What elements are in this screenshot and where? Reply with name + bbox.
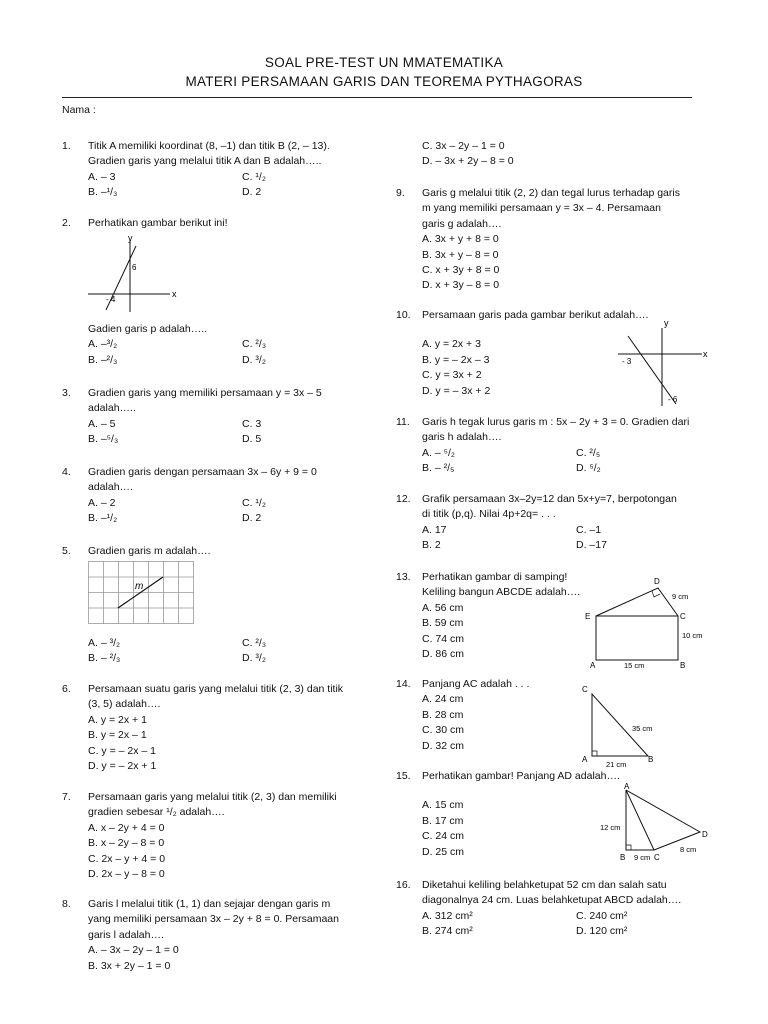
option-d: D. 5: [242, 433, 262, 446]
option-b: B. – ²/₅: [422, 462, 455, 475]
question-text: garis l adalah….: [88, 928, 164, 941]
option-a: A. 17: [422, 523, 447, 536]
triangle-abc: [626, 790, 654, 850]
question-text: Grafik persamaan 3x–2y=12 dan 5x+y=7, berpotongan: [422, 493, 677, 505]
length-bc: 35 cm: [632, 724, 653, 733]
option-b: B. 3x + y – 8 = 0: [422, 248, 499, 261]
option-d: D. –17: [576, 539, 607, 552]
question-text: Gadien garis p adalah…..: [88, 323, 208, 335]
option-a: A. 24 cm: [422, 693, 464, 706]
option-a: A. – ⁵/₂: [422, 446, 455, 459]
option-a: A. 3x + y + 8 = 0: [422, 233, 499, 246]
length-ab: 21 cm: [606, 760, 627, 768]
option-a: A. y = 2x + 3: [422, 338, 481, 351]
doc-title: SOAL PRE-TEST UN MMATEMATIKA: [264, 55, 504, 70]
option-d: D. 2: [242, 512, 262, 525]
doc-subtitle: MATERI PERSAMAAN GARIS DAN TEOREMA PYTHAGORAS: [185, 74, 583, 89]
question-number: 2.: [62, 217, 71, 229]
question-text: diagonalnya 24 cm. Luas belahketupat ABCD adalah….: [422, 894, 682, 907]
option-b: B. –²/₃: [88, 353, 118, 366]
option-c: C. ²/₅: [576, 446, 601, 459]
question-text: yang memiliki persamaan 3x – 2y + 8 = 0. Persamaan: [88, 913, 339, 926]
option-d: D. 86 cm: [422, 648, 465, 661]
option-d: D. y = – 3x + 2: [422, 384, 491, 397]
option-c: C. ¹/₂: [242, 496, 266, 509]
length-bc: 9 cm: [634, 853, 651, 862]
option-c: C. 24 cm: [422, 830, 465, 843]
option-c: C. ²/₃: [242, 637, 267, 649]
question-number: 9.: [396, 187, 405, 199]
vertex-d: D: [702, 830, 708, 839]
vertex-a: A: [590, 661, 596, 670]
option-b: B. x – 2y – 8 = 0: [88, 837, 165, 850]
right-angle-mark: [592, 751, 597, 756]
x-intercept-label: - 4: [106, 295, 116, 304]
length-ab: 12 cm: [600, 823, 621, 832]
question-text: Garis g melalui titik (2, 2) dan tegal lurus terhadap garis: [422, 187, 680, 199]
header-divider: [62, 97, 692, 98]
length-cd: 9 cm: [672, 592, 689, 601]
option-b: B. 3x + 2y – 1 = 0: [88, 959, 171, 972]
vertex-c: C: [680, 612, 686, 621]
option-c: C. ¹/₂: [242, 170, 266, 183]
question-text: gradien sebesar ¹/₂ adalah….: [88, 806, 225, 819]
question-number: 16.: [396, 879, 411, 891]
q2-figure: [84, 232, 194, 314]
option-a: A. – 3: [88, 170, 116, 183]
question-text: Gradien garis yang memiliki persamaan y = 3x – 5: [88, 387, 322, 399]
option-a: A. – 2: [88, 496, 116, 509]
option-b: B. –⁵/₃: [88, 433, 119, 446]
question-text: Gradien garis dengan persamaan 3x – 6y + 9 = 0: [88, 466, 317, 478]
y-axis-label: y: [664, 318, 669, 328]
option-a: A. – 3x – 2y – 1 = 0: [88, 944, 179, 957]
option-a: A. 312 cm²: [422, 909, 473, 922]
option-b: B. 17 cm: [422, 814, 464, 827]
vertex-a: A: [624, 782, 630, 791]
option-d: D. ³/₂: [242, 353, 266, 366]
question-number: 3.: [62, 387, 71, 399]
option-c: C. x + 3y + 8 = 0: [422, 264, 500, 277]
question-number: 10.: [396, 309, 411, 321]
option-d: D. – 3x + 2y – 8 = 0: [422, 155, 514, 168]
option-a: A. x – 2y + 4 = 0: [88, 821, 165, 834]
q14-figure: [576, 684, 676, 768]
y-intercept-label: - 6: [668, 395, 678, 404]
option-b: B. – ²/₃: [88, 652, 121, 665]
option-c: C. ²/₃: [242, 338, 267, 351]
option-c: C. 240 cm²: [576, 909, 628, 922]
option-b: B. y = – 2x – 3: [422, 353, 490, 366]
vertex-b: B: [648, 755, 654, 764]
option-a: A. 56 cm: [422, 601, 464, 614]
x-intercept-label: - 3: [622, 357, 632, 366]
vertex-c: C: [582, 685, 588, 694]
question-text: Garis l melalui titik (1, 1) dan sejajar dengan garis m: [88, 898, 331, 910]
question-number: 5.: [62, 545, 71, 557]
q13-figure: [580, 572, 710, 670]
question-text: Titik A memiliki koordinat (8, –1) dan titik B (2, – 13).: [88, 140, 330, 152]
question-text: di titik (p,q). Nilai 4p+2q= . . .: [422, 508, 556, 521]
question-text: Persamaan garis yang melalui titik (2, 3) dan memiliki: [88, 791, 337, 803]
question-number: 11.: [396, 416, 410, 428]
option-d: D. ³/₂: [242, 652, 266, 665]
q5-grid-figure: [88, 561, 194, 624]
rectangle-abce: [596, 616, 678, 660]
option-b: B. y = 2x – 1: [88, 729, 147, 742]
y-axis-label: y: [128, 233, 133, 243]
question-text: (3, 5) adalah….: [88, 698, 161, 711]
option-a: A. y = 2x + 1: [88, 713, 147, 726]
vertex-b: B: [680, 661, 686, 670]
option-c: C. 3: [242, 417, 262, 430]
question-text: Gradien garis m adalah….: [88, 545, 211, 557]
question-text: Perhatikan gambar berikut ini!: [88, 217, 228, 229]
vertex-c: C: [654, 853, 660, 862]
option-b: B. 274 cm²: [422, 925, 473, 938]
vertex-a: A: [582, 755, 588, 764]
option-c: C. 3x – 2y – 1 = 0: [422, 140, 505, 152]
name-field-label: Nama :: [62, 104, 96, 116]
option-d: D. 120 cm²: [576, 925, 628, 938]
question-text: Diketahui keliling belahketupat 52 cm dan salah satu: [422, 879, 667, 891]
question-number: 7.: [62, 791, 71, 803]
option-b: B. –¹/₃: [88, 186, 118, 199]
question-number: 4.: [62, 466, 71, 478]
option-b: B. –¹/₂: [88, 512, 118, 525]
option-b: B. 59 cm: [422, 617, 464, 630]
question-text: adalah…..: [88, 402, 136, 415]
right-angle-mark-b: [626, 845, 631, 850]
q10-figure: [612, 316, 712, 408]
question-text: garis h adalah….: [422, 431, 502, 444]
option-a: A. 15 cm: [422, 799, 464, 812]
question-text: m yang memiliki persamaan y = 3x – 4. Persamaan: [422, 202, 661, 215]
question-number: 13.: [396, 571, 411, 583]
question-number: 15.: [396, 770, 411, 782]
y-intercept-label: 6: [132, 263, 137, 272]
option-d: D. y = – 2x + 1: [88, 760, 157, 773]
triangle-ecd: [596, 588, 678, 616]
option-c: C. y = – 2x – 1: [88, 744, 156, 757]
option-d: D. ⁵/₂: [576, 462, 601, 475]
option-a: A. – ³/₂: [88, 637, 121, 649]
question-text: garis g adalah….: [422, 217, 502, 230]
option-c: C. –1: [576, 523, 602, 536]
graph-line: [628, 336, 676, 404]
question-text: Perhatikan gambar di samping!: [422, 571, 568, 583]
question-text: Keliling bangun ABCDE adalah….: [422, 586, 581, 599]
option-c: C. 2x – y + 4 = 0: [88, 852, 166, 865]
vertex-b: B: [620, 853, 626, 862]
option-d: D. 2: [242, 186, 262, 199]
question-text: Persamaan suatu garis yang melalui titik (2, 3) dan titik: [88, 683, 344, 695]
question-number: 12.: [396, 493, 411, 505]
triangle-acd: [626, 790, 700, 850]
question-text: Perhatikan gambar! Panjang AD adalah….: [422, 770, 620, 782]
vertex-e: E: [585, 612, 591, 621]
option-d: D. 25 cm: [422, 845, 465, 858]
option-d: D. 2x – y – 8 = 0: [88, 868, 165, 881]
vertex-d: D: [654, 577, 660, 586]
question-number: 14.: [396, 678, 411, 690]
option-b: B. 28 cm: [422, 708, 464, 721]
line-m-label: m: [135, 581, 144, 592]
question-text: Persamaan garis pada gambar berikut adalah….: [422, 309, 649, 321]
q15-figure: [596, 782, 716, 864]
length-bc: 10 cm: [682, 631, 703, 640]
option-c: C. 74 cm: [422, 632, 465, 645]
x-axis-label: x: [172, 289, 177, 299]
question-text: Panjang AC adalah . . .: [422, 678, 530, 690]
option-c: C. y = 3x + 2: [422, 369, 482, 382]
x-axis-label: x: [703, 349, 708, 359]
option-b: B. 2: [422, 539, 441, 552]
question-text: adalah….: [88, 481, 133, 494]
option-c: C. 30 cm: [422, 724, 465, 737]
option-d: D. 32 cm: [422, 739, 465, 752]
option-a: A. – 5: [88, 417, 116, 430]
question-text: Gradien garis yang melalui titik A dan B adalah…..: [88, 155, 322, 168]
right-angle-mark: [652, 591, 660, 597]
question-number: 6.: [62, 683, 71, 695]
length-ab: 15 cm: [624, 661, 645, 670]
length-cd: 8 cm: [680, 845, 697, 854]
option-a: A. –³/₂: [88, 338, 118, 351]
question-number: 1.: [62, 140, 71, 152]
question-text: Garis h tegak lurus garis m : 5x – 2y + 3 = 0. Gradien dari: [422, 416, 690, 428]
option-d: D. x + 3y – 8 = 0: [422, 279, 500, 292]
question-number: 8.: [62, 898, 71, 910]
